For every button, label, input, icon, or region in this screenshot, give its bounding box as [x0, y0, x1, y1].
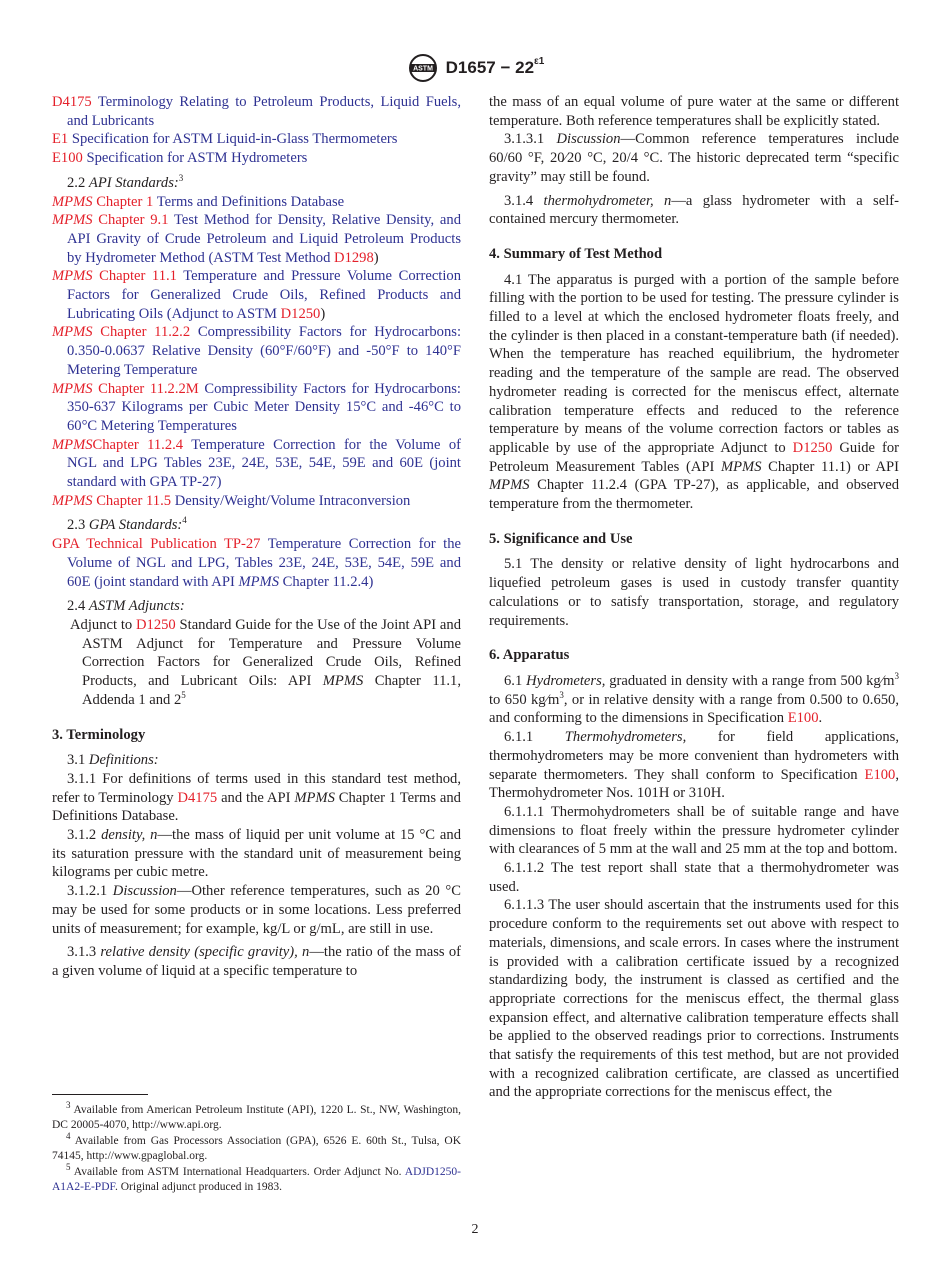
para-6-1: 6.1 Hydrometers, graduated in density with a range from 500 $kg⁄m^3$ to 650 $kg⁄m^3$, or in relative density with a range from 0.500 to 0.650, and conforming to the dimensions in Specification E100. — [489, 671, 900, 727]
footnote-3: $^3$ Available from American Petroleum Institute (API), 1220 L. St., NW, Washington, DC 20005-4070, http://www.api.org. — [52, 1100, 461, 1132]
adjunct-order-link[interactable]: ADJD1250-A1A2-E-PDF — [52, 1165, 461, 1194]
para-5-1: 5.1 The density or relative density of light hydrocarbons and liquefied petroleum gases is used in custody transfer quantity calculations or to satisfy transportation, storage, and regulatory requirements. — [489, 556, 899, 629]
right-column — [489, 93, 899, 1102]
reference-mpms-ch11-5[interactable]: MPMS Chapter 11.5 Density/Weight/Volume Intraconversion — [52, 492, 411, 509]
para-6-1-1-2: 6.1.1.2 The test report shall state that a thermohydrometer was used. — [489, 860, 899, 895]
reference-d4175[interactable]: D4175 Terminology Relating to Petroleum Products, Liquid Fuels, and Lubricants — [52, 94, 462, 129]
reference-mpms-ch11-1[interactable]: MPMS Chapter 11.1 Temperature and Pressure Volume Correction Factors for Generalized Crude Oils, Refined Products and Lubricating Oils (Adjunct to ASTM D1250) — [52, 268, 461, 322]
reference-e100[interactable]: E100 Specification for ASTM Hydrometers — [52, 150, 308, 167]
para-6-1-1-1: 6.1.1.1 Thermohydrometers shall be of suitable range and have dimensions to float freely within the pressure hydrometer cylinder with clearances of 5 mm at the wall and 25 mm at the top and bottom. — [489, 803, 899, 858]
link-d4175[interactable]: D4175 — [177, 789, 218, 806]
para-3-1: 3.1 Definitions: — [67, 752, 159, 769]
para-3-1-2-1: 3.1.2.1 Discussion—Other reference temperatures, such as 20 °C may be used for some products or in some locations. Less preferred units of measurement; for example, kg/L or g/mL, are still in use. — [52, 883, 461, 937]
para-4-1: 4.1 The apparatus is purged with a portion of the sample before filling with the portion to be used for testing. The pressure cylinder is filled to a level at which the enclosed hydrometer floats freely, and the cylinder is then placed in a constant-temperature bath (if needed). When the temperature has reached equilibrium, the hydrometer reading and the temperature of the sample are read. The observed hydrometer reading is corrected for the meniscus effect, alternate calibration temperature effects and reduced to the reference temperature by means of the volume correction factors or tables as applicable by use of the appropriate Adjunct to D1250 Guide for Petroleum Measurement Tables (API MPMS Chapter 11.1) or API MPMS Chapter 11.2.4 (GPA TP-27), as applicable, and observed temperature from the thermometer. — [489, 271, 900, 513]
adjunct-d1250-link[interactable]: D1250 — [135, 616, 176, 633]
footnote-5: $^5$ Available from ASTM International Headquarters. Order Adjunct No. ADJD1250-A1A2-E-PDF. Original adjunct produced in 1983. — [52, 1161, 461, 1194]
reference-mpms-ch9-1[interactable]: MPMS Chapter 9.1 Test Method for Density, Relative Density, and API Gravity of Crude Petroleum and Liquid Petroleum Products by Hydrometer Method (ASTM Test Method D1298) — [52, 212, 461, 266]
link-d1250[interactable]: D1250 — [792, 439, 833, 456]
edition-superscript: ε1 — [534, 56, 545, 68]
para-6-1-1-3: 6.1.1.3 The user should ascertain that the instruments used for this procedure conform to the requirements set out above with respect to materials, dimensions, and scale errors. In cases where the instrument is provided with a calibration certificate issued by a recognized standardizing body, the instrument is classed as certified and the appropriate corrections for the meniscus effect, the thermal glass expansion effect, and alternative calibration temperature effects shall be applied to the observed readings prior to corrections. Instruments that satisfy the requirements of this test method, but are not provided with a recognized calibration certificate, are classed as uncertified and the appropriate corrections for the meniscus effect, the — [489, 897, 899, 1101]
section-terminology-heading: 3. Terminology — [52, 726, 146, 743]
reference-mpms-ch11-2-2m[interactable]: MPMS Chapter 11.2.2M Compressibility Factors for Hydrocarbons: 350-637 Kilograms per Cubic Meter Density 15°C and -46°C to 60°C Metering Temperatures — [52, 380, 461, 434]
para-3-1-3: 3.1.3 relative density (specific gravity), n—the ratio of the mass of a given volume of liquid at a specific temperature to — [52, 944, 461, 979]
footnote-4: $^4$ Available from Gas Processors Association (GPA), 6526 E. 60th St., Tulsa, OK 74145, http://www.gpaglobal.org. — [52, 1130, 461, 1163]
gpa-standards-heading: 2.3 GPA Standards:$^4$ — [67, 515, 187, 534]
svg-text:ASTM: ASTM — [412, 65, 433, 73]
footnote-divider — [52, 1094, 148, 1095]
left-column — [52, 93, 461, 981]
astm-adjuncts-heading: 2.4 ASTM Adjuncts: — [67, 598, 185, 615]
reference-mpms-ch11-2-2[interactable]: MPMS Chapter 11.2.2 Compressibility Factors for Hydrocarbons: 0.350-0.0637 Relative Density (60°F/60°F) and -50°F to 140°F Metering Temperature — [52, 324, 461, 378]
para-3-1-4: 3.1.4 thermohydrometer, n—a glass hydrometer with a self-contained mercury thermometer. — [489, 192, 899, 228]
link-e100[interactable]: E100 — [787, 710, 819, 727]
section-significance-heading: 5. Significance and Use — [489, 530, 633, 547]
document-designation: $D1657 - 22^{\varepsilon 1}$ — [445, 56, 545, 77]
page-header — [0, 52, 950, 84]
section-apparatus-heading: 6. Apparatus — [489, 647, 570, 664]
reference-mpms-ch1[interactable]: MPMS Chapter 1 Terms and Definitions Database — [52, 193, 345, 210]
section-summary-heading: 4. Summary of Test Method — [489, 245, 663, 262]
api-standards-heading: 2.2 API Standards:$^3$ — [67, 172, 184, 191]
link-e100-2[interactable]: E100 — [864, 766, 896, 783]
footnotes — [52, 1100, 461, 1195]
reference-gpa-tp27[interactable]: GPA Technical Publication TP-27 Temperature Correction for the Volume of NGL and LPG, Tables 23E, 24E, 53E, 54E, 59E and 60E (joint standard with API MPMS Chapter 11.2.4) — [52, 536, 461, 590]
para-3-1-3-continued: the mass of an equal volume of pure water at the same or different temperature. Both reference temperatures shall be explicitly stated. — [489, 94, 899, 129]
para-3-1-3-1: 3.1.3.1 Discussion—Common reference temperatures include 60/60 °F, 20⁄20 °C, 20/4 °C. The historic deprecated term “specific gravity” may still be found. — [489, 131, 900, 185]
adjunct-d1250: Adjunct to D1250 Standard Guide for the Use of the Joint API and ASTM Adjunct for Temperature and Pressure Volume Correction Factors for Generalized Crude Oils, Refined Products, and Lubricant Oils: API MPMS Chapter 11.1, Addenda 1 and $2^5$ — [70, 616, 461, 708]
astm-logo-icon — [406, 53, 440, 83]
reference-mpms-ch11-2-4[interactable]: MPMSChapter 11.2.4 Temperature Correction for the Volume of NGL and LPG Tables 23E, 24E, 53E, 54E, 59E and 60E (joint standard with GPA TP-27) — [52, 436, 461, 491]
para-3-1-1: 3.1.1 For definitions of terms used in this standard test method, refer to Terminology D4175 and the API MPMS Chapter 1 Terms and Definitions Database. — [52, 770, 461, 825]
para-3-1-2: 3.1.2 density, n—the mass of liquid per unit volume at 15 °C and its saturation pressure with the standard unit of measurement being kilograms per cubic metre. — [52, 827, 461, 881]
reference-e1[interactable]: E1 Specification for ASTM Liquid-in-Glass Thermometers — [52, 131, 398, 148]
page-number: 2 — [471, 1222, 479, 1237]
para-6-1-1: 6.1.1 Thermohydrometers, for field applications, thermohydrometers may be more convenient than hydrometers with separate thermometers. They shall conform to Specification E100, Thermohydrometer Nos. 101H or 310H. — [489, 729, 899, 802]
